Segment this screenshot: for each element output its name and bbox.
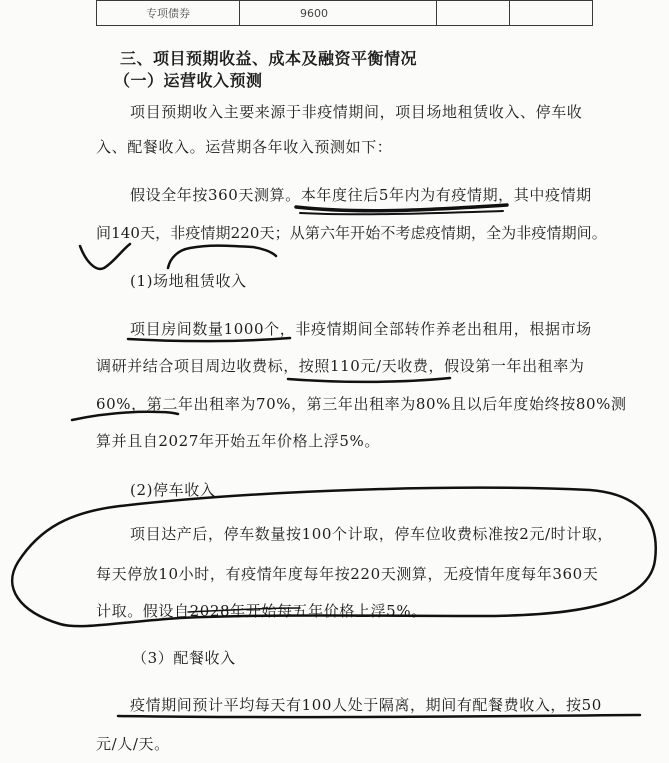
paragraph-line: 项目预期收入主要来源于非疫情期间，项目场地租赁收入、停车收 [130,103,583,121]
budget-table-fragment [96,0,593,26]
paragraph-line: 间140天，非疫情期220天；从第六年开始不考虑疫情期，全为非疫情期间。 [96,224,607,242]
section-title: 三、项目预期收益、成本及融资平衡情况 [120,49,418,68]
subsection-title: （一）运营收入预测 [114,71,263,90]
paragraph-line: 入、配餐收入。运营期各年收入预测如下： [96,138,393,156]
table-cell-empty [437,1,510,26]
paragraph-line: 疫情期间预计平均每天有100人处于隔离，期间有配餐费收入，按50 [130,696,602,714]
handwritten-squiggle [80,244,130,269]
subheading-catering: （3）配餐收入 [132,649,236,667]
paragraph-line: 算并且自2027年开始五年价格上浮5%。 [96,432,380,450]
handwritten-underline [288,378,450,382]
handwritten-underline [118,715,640,717]
handwritten-underline [296,205,507,211]
handwritten-underline [300,211,503,214]
paragraph-line: 60%，第二年出租率为70%，第三年出租率为80%且以后年度始终按80%测 [96,395,627,413]
subheading-rental: (1)场地租赁收入 [130,272,247,290]
table-row [97,1,593,26]
paragraph-line: 计取。假设自2028年开始每五年价格上浮5%。 [96,602,427,620]
subheading-parking: (2)停车收入 [130,481,216,499]
table-cell-empty [510,1,593,26]
table-cell-category: 专项债券 [97,1,240,26]
table-cell-amount: 9600 [240,1,437,26]
paragraph-line: 项目房间数量1000个，非疫情期间全部转作养老出租用，根据市场 [130,320,592,338]
paragraph-line: 调研并结合项目周边收费标，按照110元/天收费，假设第一年出租率为 [96,357,585,375]
paragraph-line: 每天停放10小时，有疫情年度每年按220天测算，无疫情年度每年360天 [96,565,599,583]
handwritten-squiggle [168,246,276,268]
paragraph-line: 假设全年按360天测算。本年度往后5年内为有疫情期，其中疫情期 [130,186,592,204]
paragraph-line: 项目达产后，停车数量按100个计取，停车位收费标准按2元/时计取， [130,525,614,543]
paragraph-line: 元/人/天。 [96,735,170,753]
